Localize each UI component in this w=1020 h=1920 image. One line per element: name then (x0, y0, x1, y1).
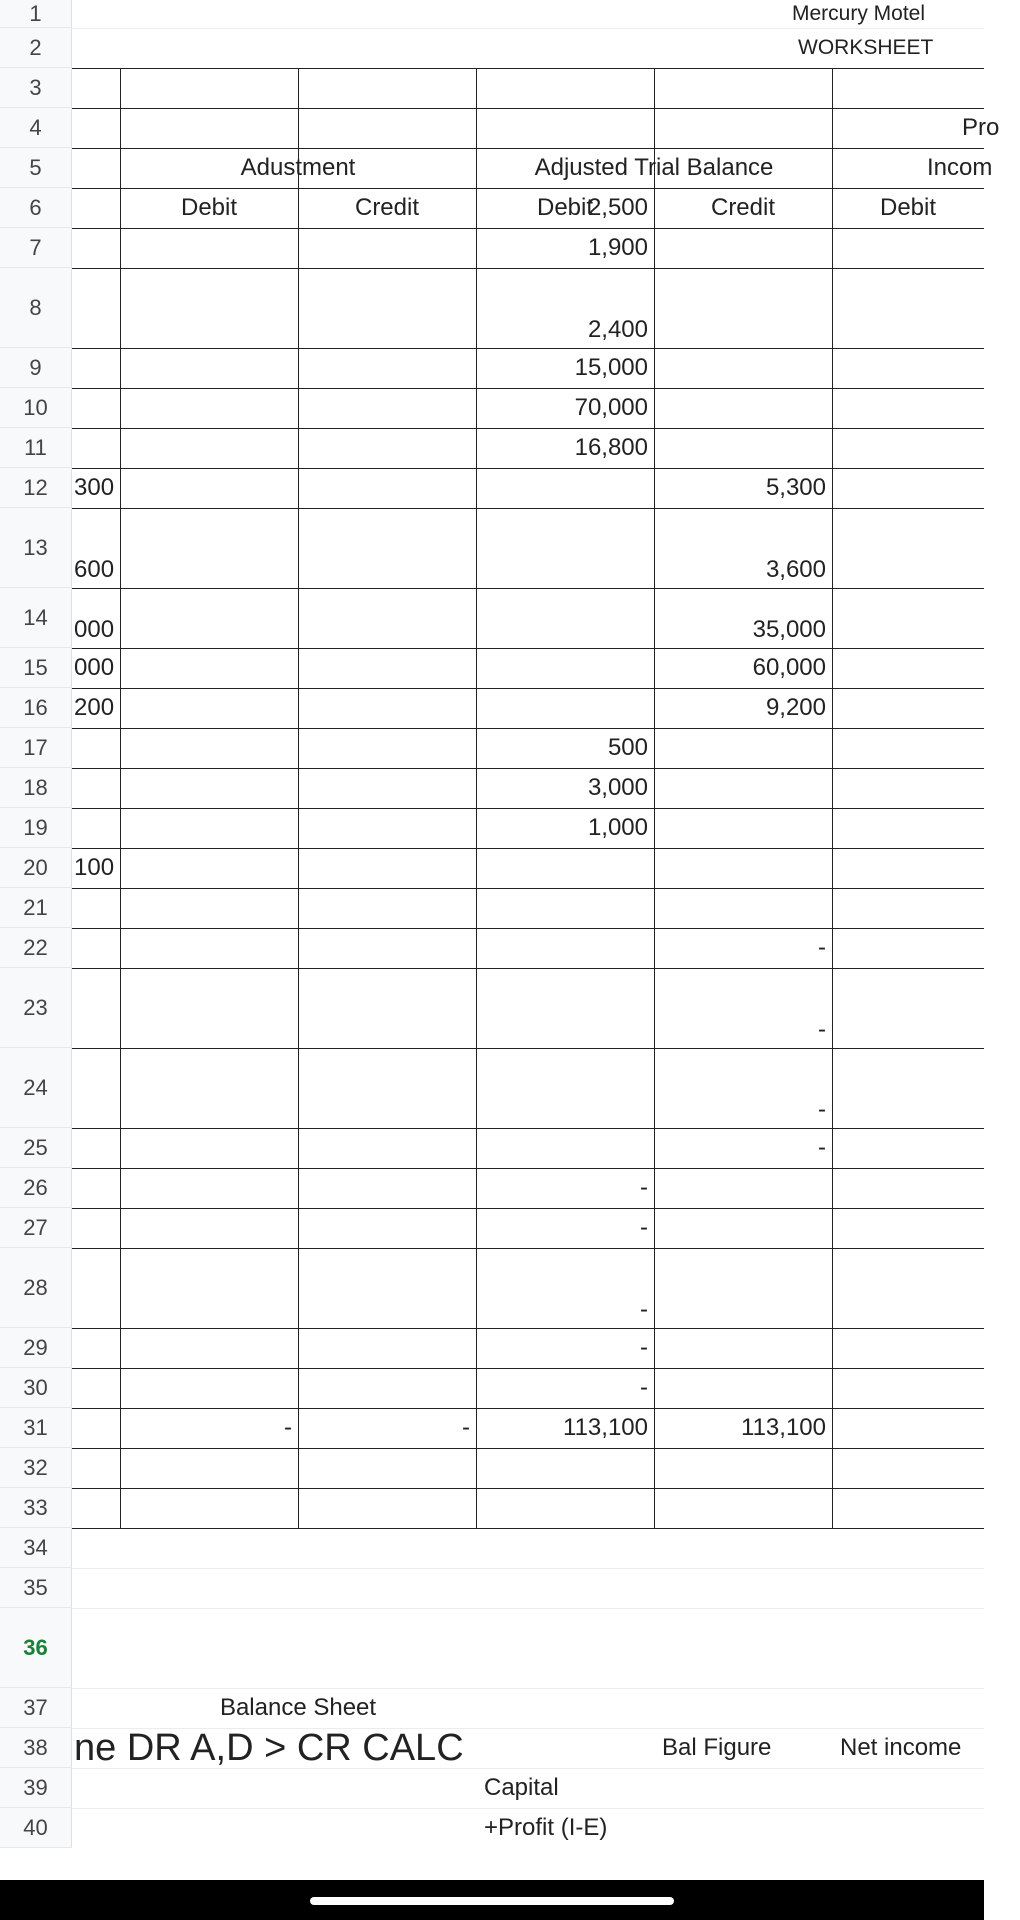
header-credit[interactable]: Credit (710, 194, 776, 221)
table-row-border (72, 1048, 984, 1049)
row-header[interactable]: 38 (0, 1728, 72, 1768)
table-row-border (72, 1528, 984, 1529)
header-adjusted-trial-balance[interactable]: Adjusted Trial Balance (534, 154, 774, 181)
home-gesture-handle[interactable] (310, 1897, 674, 1905)
row-header[interactable]: 40 (0, 1808, 72, 1848)
row-header[interactable]: 30 (0, 1368, 72, 1408)
atb-credit-cell[interactable]: - (818, 1016, 826, 1043)
atb-debit-cell[interactable]: 3,000 (587, 774, 648, 801)
note-profit[interactable]: +Profit (I-E) (484, 1814, 608, 1841)
row-header[interactable]: 1 (0, 0, 72, 28)
row-header[interactable]: 3 (0, 68, 72, 108)
row-header[interactable]: 31 (0, 1408, 72, 1448)
row-header[interactable]: 29 (0, 1328, 72, 1368)
atb-credit-cell[interactable]: - (818, 1096, 826, 1123)
table-column-border (298, 68, 299, 1529)
partial-cell[interactable]: 600 (74, 556, 115, 583)
table-row-border (72, 848, 984, 849)
atb-debit-cell[interactable]: - (640, 1174, 648, 1201)
atb-credit-cell[interactable]: 113,100 (741, 1414, 826, 1441)
table-row-border (72, 928, 984, 929)
table-row-border (72, 588, 984, 589)
atb-debit-cell[interactable]: 16,800 (574, 434, 648, 461)
atb-credit-cell[interactable]: 3,600 (765, 556, 826, 583)
table-row-border (72, 68, 984, 69)
atb-debit-cell[interactable]: 500 (607, 734, 648, 761)
table-row-border (72, 108, 984, 109)
table-row-border (72, 1128, 984, 1129)
atb-debit-cell[interactable]: 113,100 (563, 1414, 648, 1441)
header-debit[interactable]: Debit (879, 194, 937, 221)
atb-debit-cell[interactable]: 1,000 (587, 814, 648, 841)
header-debit[interactable]: Debit (180, 194, 238, 221)
row-header[interactable]: 26 (0, 1168, 72, 1208)
atb-debit-cell[interactable]: - (640, 1214, 648, 1241)
row-header[interactable]: 34 (0, 1528, 72, 1568)
atb-credit-cell[interactable]: 5,300 (765, 474, 826, 501)
note-dr-cr-calc[interactable]: ne DR A,D > CR CALC (74, 1726, 464, 1769)
table-row-border (72, 1448, 984, 1449)
atb-debit-cell[interactable]: - (640, 1374, 648, 1401)
partial-cell[interactable]: 300 (74, 474, 115, 501)
partial-cell[interactable]: 000 (74, 616, 115, 643)
table-row-border (72, 1488, 984, 1489)
atb-debit-cell[interactable]: 2,400 (587, 316, 648, 343)
row-header[interactable]: 35 (0, 1568, 72, 1608)
atb-debit-cell[interactable]: - (640, 1296, 648, 1323)
header-partial-profit[interactable]: Pro (962, 114, 1000, 141)
gridline (72, 1568, 984, 1569)
row-header[interactable]: 36 (0, 1608, 72, 1688)
row-header[interactable]: 13 (0, 508, 72, 588)
row-header[interactable]: 18 (0, 768, 72, 808)
row-header[interactable]: 21 (0, 888, 72, 928)
row-header[interactable]: 27 (0, 1208, 72, 1248)
row-header[interactable]: 19 (0, 808, 72, 848)
row-header[interactable]: 15 (0, 648, 72, 688)
table-row-border (72, 648, 984, 649)
sheet-subtitle[interactable]: WORKSHEET (798, 36, 934, 59)
table-column-border (120, 68, 121, 1529)
row-header[interactable]: 22 (0, 928, 72, 968)
partial-cell[interactable]: 200 (74, 694, 115, 721)
atb-debit-cell[interactable]: - (640, 1334, 648, 1361)
table-row-border (72, 688, 984, 689)
row-header[interactable]: 10 (0, 388, 72, 428)
row-header[interactable]: 7 (0, 228, 72, 268)
row-header[interactable]: 9 (0, 348, 72, 388)
note-net-income[interactable]: Net income (840, 1734, 962, 1761)
gridline (72, 1608, 984, 1609)
atb-credit-cell[interactable]: 9,200 (765, 694, 826, 721)
adjustment-credit-total[interactable]: - (462, 1414, 470, 1441)
table-column-border (832, 68, 833, 1529)
note-balance-sheet[interactable]: Balance Sheet (219, 1694, 377, 1721)
note-capital[interactable]: Capital (484, 1774, 559, 1801)
row-header[interactable]: 28 (0, 1248, 72, 1328)
table-column-border (654, 68, 655, 1529)
row-header[interactable]: 12 (0, 468, 72, 508)
table-row-border (72, 508, 984, 509)
row-header[interactable]: 25 (0, 1128, 72, 1168)
row-header[interactable]: 32 (0, 1448, 72, 1488)
table-row-border (72, 968, 984, 969)
atb-credit-cell[interactable]: - (818, 934, 826, 961)
table-row-border (72, 888, 984, 889)
partial-cell[interactable]: 100 (74, 854, 115, 881)
row-header[interactable]: 11 (0, 428, 72, 468)
row-header[interactable]: 33 (0, 1488, 72, 1528)
atb-debit-cell[interactable]: 70,000 (574, 394, 648, 421)
row-header[interactable]: 14 (0, 588, 72, 648)
atb-credit-cell[interactable]: 60,000 (752, 654, 826, 681)
row-header[interactable]: 23 (0, 968, 72, 1048)
atb-credit-cell[interactable]: 35,000 (752, 616, 826, 643)
row-header[interactable]: 5 (0, 148, 72, 188)
row-header[interactable]: 37 (0, 1688, 72, 1728)
row-header[interactable]: 2 (0, 28, 72, 68)
header-adjustment[interactable]: Adustment (240, 154, 356, 181)
android-navigation-bar (0, 1880, 984, 1920)
atb-credit-cell[interactable]: - (818, 1134, 826, 1161)
header-debit[interactable]: Debit (536, 194, 594, 221)
note-bal-figure[interactable]: Bal Figure (662, 1734, 772, 1761)
row-header[interactable]: 6 (0, 188, 72, 228)
header-credit[interactable]: Credit (354, 194, 420, 221)
row-header[interactable]: 4 (0, 108, 72, 148)
partial-cell[interactable]: 000 (74, 654, 115, 681)
adjustment-debit-total[interactable]: - (284, 1414, 292, 1441)
sheet-title[interactable]: Mercury Motel (792, 2, 926, 25)
row-header[interactable]: 16 (0, 688, 72, 728)
atb-debit-cell[interactable]: 15,000 (574, 354, 648, 381)
table-row-border (72, 468, 984, 469)
row-header[interactable]: 39 (0, 1768, 72, 1808)
atb-debit-cell[interactable]: 2,500 (587, 194, 648, 221)
atb-debit-cell[interactable]: 1,900 (587, 234, 648, 261)
row-header[interactable]: 17 (0, 728, 72, 768)
header-income-partial[interactable]: Incom (927, 154, 993, 181)
row-header[interactable]: 24 (0, 1048, 72, 1128)
row-header[interactable]: 8 (0, 268, 72, 348)
row-header[interactable]: 20 (0, 848, 72, 888)
